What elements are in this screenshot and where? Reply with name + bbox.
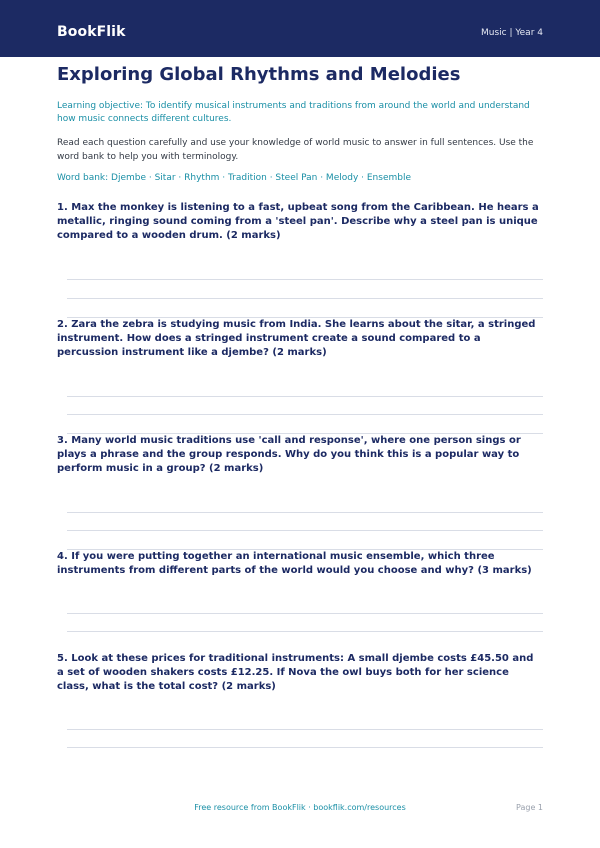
- header-bar: [0, 0, 600, 57]
- learning-objective: Learning objective: To identify musical instruments and traditions from around the world and understand how music connects different cultures.: [57, 101, 530, 124]
- footer-link[interactable]: Free resource from BookFlik · bookflik.com/resources: [194, 803, 406, 812]
- question-3: [57, 434, 543, 476]
- answer-line[interactable]: [67, 530, 543, 531]
- answer-line[interactable]: [67, 298, 543, 299]
- answer-line[interactable]: [67, 414, 543, 415]
- question-text: 1. Max the monkey is listening to a fast, upbeat song from the Caribbean. He hears a metallic, ringing sound coming from a 'steel pan'. Describe why a steel pan is unique compared to a wooden drum. (2 marks): [57, 202, 539, 241]
- question-4: [57, 550, 543, 578]
- question-text: 3. Many world music traditions use 'call and response', where one person sings or plays a phrase and the group responds. Why do you think this is a popular way to perform music in a group? (2 marks): [57, 435, 521, 474]
- answer-line[interactable]: [67, 279, 543, 280]
- subject-year-label: Music | Year 4: [480, 28, 543, 38]
- page-title: Exploring Global Rhythms and Melodies: [57, 64, 461, 85]
- question-text: 4. If you were putting together an international music ensemble, which three instruments from different parts of the world would you choose and why? (3 marks): [57, 551, 532, 576]
- brand-logo[interactable]: BookFlik: [57, 24, 126, 40]
- question-1: [57, 201, 543, 243]
- instructions-text: Read each question carefully and use your knowledge of world music to answer in full sentences. Use the word bank to help you with terminology.: [57, 138, 534, 162]
- answer-line[interactable]: [67, 613, 543, 614]
- answer-line[interactable]: [67, 729, 543, 730]
- question-text: 5. Look at these prices for traditional instruments: A small djembe costs £45.50 and a set of wooden shakers costs £12.25. If Nova the owl buys both for her science class, what is the total cost? (2 marks): [57, 653, 534, 692]
- answer-line[interactable]: [67, 396, 543, 397]
- question-5: [57, 652, 543, 694]
- word-bank: Word bank: Djembe · Sitar · Rhythm · Tradition · Steel Pan · Melody · Ensemble: [57, 173, 411, 183]
- answer-line[interactable]: [67, 512, 543, 513]
- answer-line[interactable]: [67, 631, 543, 632]
- page-number: Page 1: [516, 803, 543, 812]
- answer-line[interactable]: [67, 747, 543, 748]
- question-text: 2. Zara the zebra is studying music from India. She learns about the sitar, a stringed instrument. How does a stringed instrument create a sound compared to a percussion instrument like a djembe? (2 marks): [57, 319, 536, 358]
- intro-section: [57, 62, 543, 185]
- question-2: [57, 318, 543, 360]
